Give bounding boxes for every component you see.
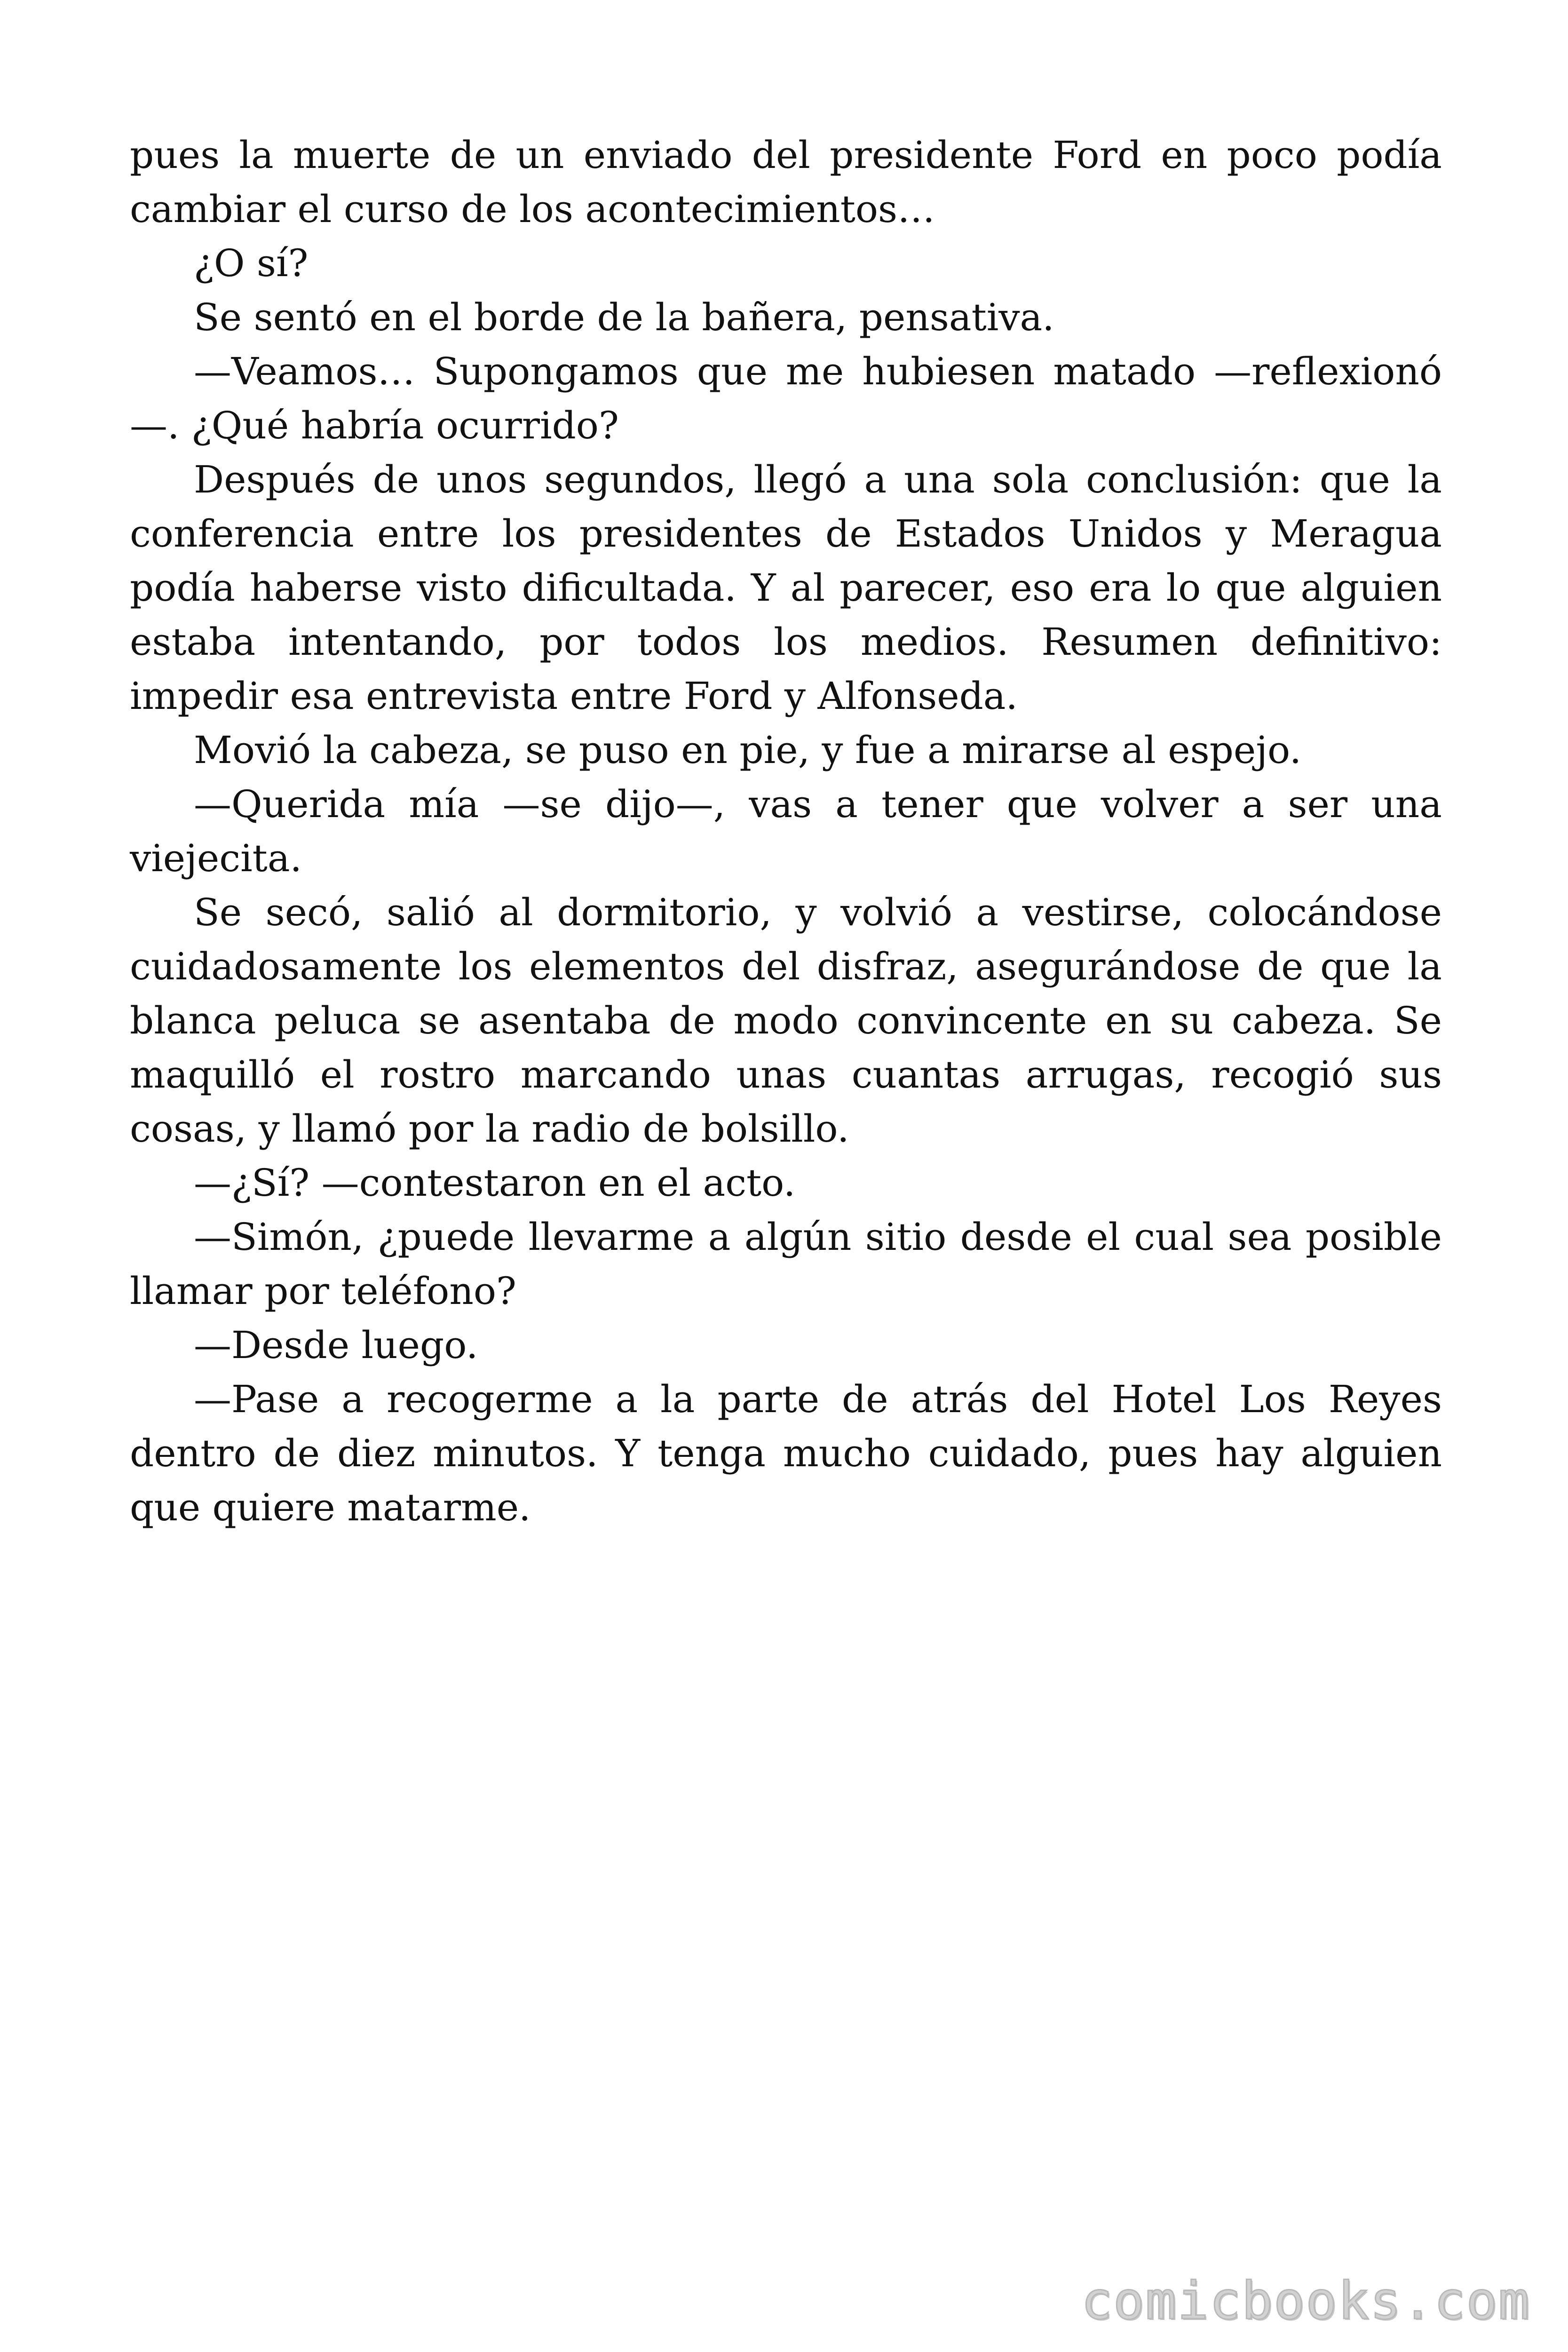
paragraph-2: ¿O sí? — [194, 241, 309, 285]
paragraph-5: Después de unos segundos, llegó a una sola conclusión: que la conferencia entre los presidentes de Estados Unidos y Meragua podía haberse visto dificultada. Y al parecer, eso era lo que alguien estaba intentando, por todos los medios. Resumen definitivo: impedir esa entrevista entre Ford y Alfonseda. — [130, 458, 1442, 718]
paragraph-11: —Desde luego. — [194, 1323, 478, 1367]
page-body — [130, 128, 1442, 1534]
paragraph-9: —¿Sí? —contestaron en el acto. — [194, 1161, 796, 1205]
paragraph-4: —Veamos… Supongamos que me hubiesen matado —reflexionó —. ¿Qué habría ocurrido? — [130, 350, 1442, 447]
paragraph-8: Se secó, salió al dormitorio, y volvió a vestirse, colocándose cuidadosamente los elementos del disfraz, asegurándose de que la blanca peluca se asentaba de modo convincente en su cabeza. Se maquilló el rostro marcando unas cuantas arrugas, recogió sus cosas, y llamó por la radio de bolsillo. — [130, 890, 1442, 1151]
paragraph-7: —Querida mía —se dijo—, vas a tener que volver a ser una viejecita. — [130, 782, 1442, 880]
paragraph-6: Movió la cabeza, se puso en pie, y fue a mirarse al espejo. — [194, 728, 1302, 772]
watermark: comicbooks.com — [1081, 2271, 1530, 2331]
paragraph-12: —Pase a recogerme a la parte de atrás del Hotel Los Reyes dentro de diez minutos. Y tenga mucho cuidado, pues hay alguien que quiere matarme. — [130, 1377, 1442, 1529]
paragraph-3: Se sentó en el borde de la bañera, pensativa. — [194, 295, 1054, 339]
paragraph-10: —Simón, ¿puede llevarme a algún sitio desde el cual sea posible llamar por teléfono? — [130, 1215, 1442, 1313]
paragraph-1: pues la muerte de un enviado del presidente Ford en poco podía cambiar el curso de los acontecimientos… — [130, 133, 1442, 231]
